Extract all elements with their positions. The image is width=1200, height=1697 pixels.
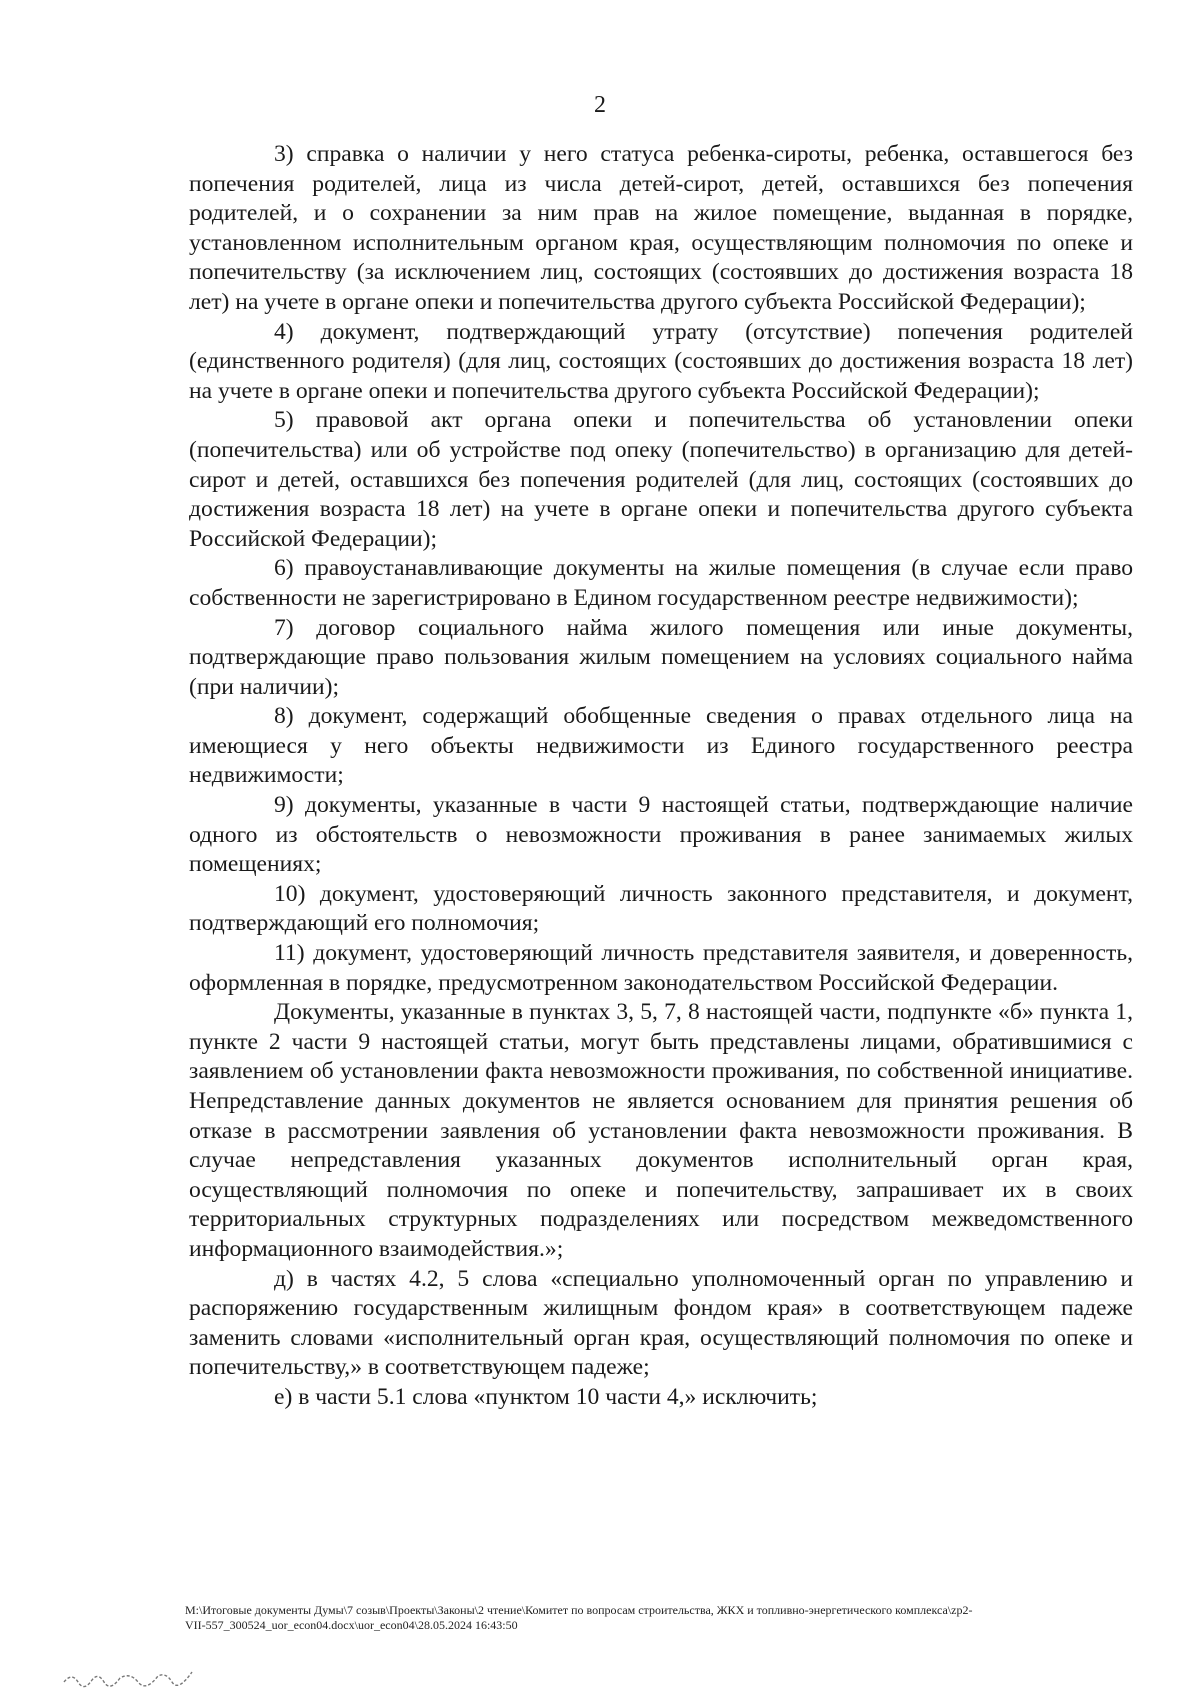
footer-path-line-1: M:\Итоговые документы Думы\7 созыв\Проекты\Законы\2 чтение\Комитет по вопросам строительства, ЖКХ и топливно-энергетического комплекса\zp2- [185, 1603, 973, 1617]
list-item-5: 5) правовой акт органа опеки и попечительства об установлении опеки (попечительства) или об устройстве под опеку (попечительство) в организацию для детей-сирот и детей, оставшихся без попечения родителей (для лиц, состоящих (состоявших до достижения возраста 18 лет) на учете в органе опеки и попечительства другого субъекта Российской Федерации); [189, 407, 1133, 552]
list-item-8: 8) документ, содержащий обобщенные сведения о правах отдельного лица на имеющиеся у него объекты недвижимости из Единого государственного реестра недвижимости; [189, 703, 1133, 789]
handwritten-mark-icon [60, 1660, 210, 1690]
list-item-3: 3) справка о наличии у него статуса ребенка-сироты, ребенка, оставшегося без попечения родителей, лица из числа детей-сирот, детей, оставшихся без попечения родителей, и о сохранении за ним прав на жилое помещение, выданная в порядке, установленном исполнительным органом края, осуществляющим полномочия по опеке и попечительству (за исключением лиц, состоящих (состоявших до достижения возраста 18 лет) на учете в органе опеки и попечительства другого субъекта Российской Федерации); [189, 141, 1133, 315]
footer-path-line-2: VII-557_300524_uor_econ04.docx\uor_econ04\28.05.2024 16:43:50 [185, 1618, 518, 1632]
file-path-footer [185, 1603, 1145, 1633]
list-item-4: 4) документ, подтверждающий утрату (отсутствие) попечения родителей (единственного родителя) (для лиц, состоящих (состоявших до достижения возраста 18 лет) на учете в органе опеки и попечительства другого субъекта Российской Федерации); [189, 318, 1133, 404]
page-number: 2 [594, 92, 606, 118]
subitem-e-paragraph: е) в части 5.1 слова «пунктом 10 части 4,» исключить; [274, 1383, 818, 1410]
subitem-d-paragraph: д) в частях 4.2, 5 слова «специально уполномоченный орган по управлению и распоряжению государственным жилищным фондом края» в соответствующем падеже заменить словами «исполнительный орган края, осуществляющий полномочия по опеке и попечительству,» в соответствующем падеже; [189, 1265, 1133, 1381]
document-body [189, 140, 1133, 1413]
list-item-10: 10) документ, удостоверяющий личность законного представителя, и документ, подтверждающий его полномочия; [189, 880, 1133, 937]
list-item-9: 9) документы, указанные в части 9 настоящей статьи, подтверждающие наличие одного из обстоятельств о невозможности проживания в ранее занимаемых жилых помещениях; [189, 792, 1133, 878]
list-item-11: 11) документ, удостоверяющий личность представителя заявителя, и доверенность, оформленная в порядке, предусмотренном законодательством Российской Федерации. [189, 940, 1133, 996]
list-item-7: 7) договор социального найма жилого помещения или иные документы, подтверждающие право пользования жилым помещением на условиях социального найма (при наличии); [189, 614, 1133, 700]
list-item-6: 6) правоустанавливающие документы на жилые помещения (в случае если право собственности не зарегистрировано в Едином государственном реестре недвижимости); [189, 555, 1133, 611]
documents-note-paragraph: Документы, указанные в пунктах 3, 5, 7, 8 настоящей части, подпункте «б» пункта 1, пункте 2 части 9 настоящей статьи, могут быть представлены лицами, обратившимися с заявлением об установлении факта невозможности проживания, по собственной инициативе. Непредставление данных документов не является основанием для принятия решения об отказе в рассмотрении заявления об установлении факта невозможности проживания. В случае непредставления указанных документов исполнительный орган края, осуществляющий полномочия по опеке и попечительству, запрашивает их в своих территориальных структурных подразделениях или посредством межведомственного информационного взаимодействия.»; [189, 999, 1133, 1262]
